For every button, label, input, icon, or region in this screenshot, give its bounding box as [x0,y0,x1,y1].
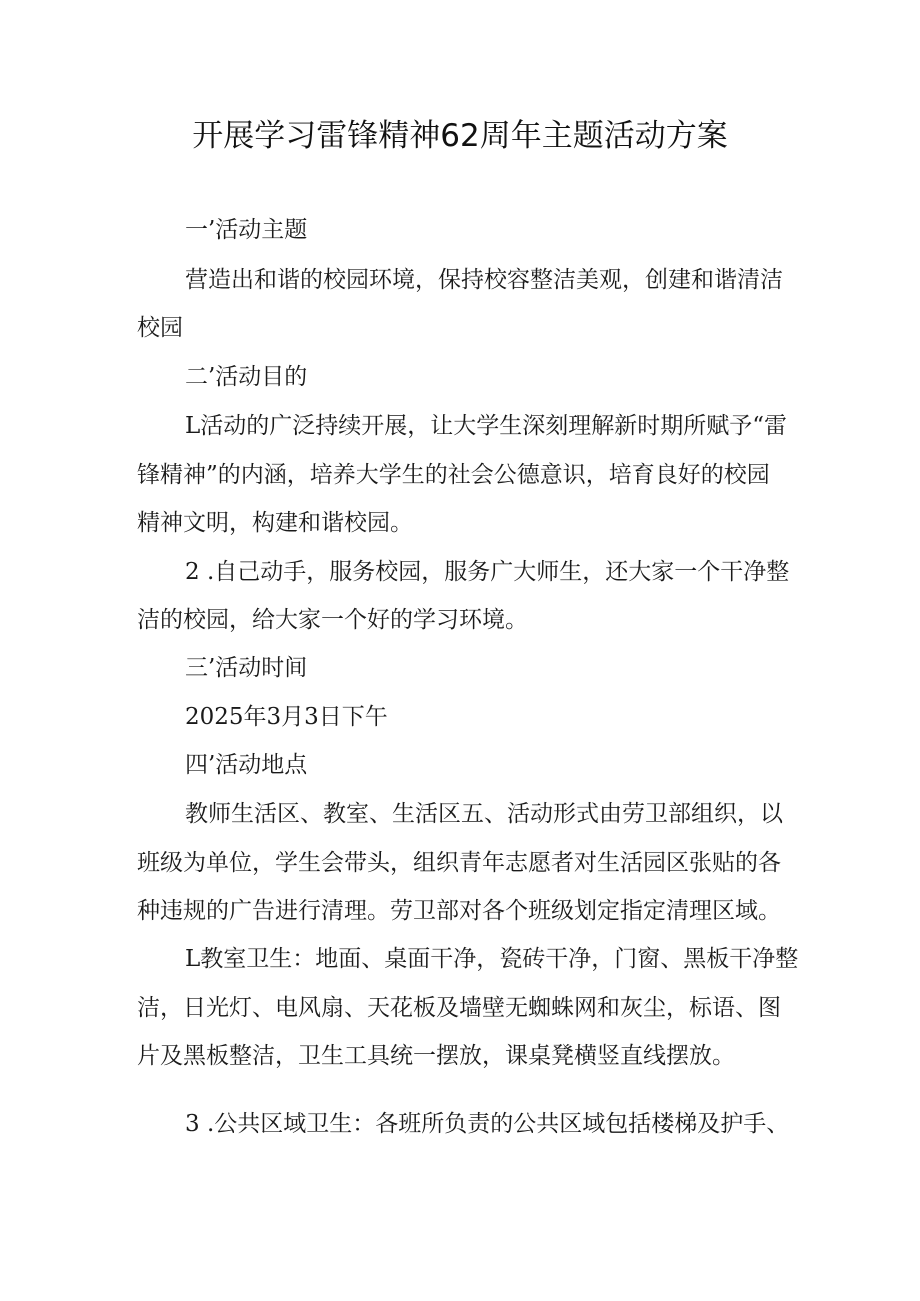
paragraph-line: 班级为单位，学生会带头，组织青年志愿者对生活园区张贴的各 [137,850,781,876]
page-title: 开展学习雷锋精神62周年主题活动方案 [192,118,728,154]
paragraph-line: 2 .自己动手，服务校园，服务广大师生，还大家一个干净整 [185,559,790,585]
paragraph-line: L教室卫生：地面、桌面干净，瓷砖干净，门窗、黑板干净整 [185,946,799,972]
paragraph-line: 教师生活区、教室、生活区五、活动形式由劳卫部组织，以 [185,801,783,827]
section-heading-location: 四’活动地点 [185,752,308,778]
paragraph-line: 2025年3月3日下午 [185,704,388,730]
paragraph-line: 洁的校园，给大家一个好的学习环境。 [137,607,528,633]
paragraph-line: 3 .公共区域卫生：各班所负责的公共区域包括楼梯及护手、 [185,1111,790,1137]
paragraph-line: 锋精神”的内涵，培养大学生的社会公德意识，培育良好的校园 [137,462,770,488]
section-heading-time: 三’活动时间 [185,655,308,681]
paragraph-line: 校园 [137,315,183,341]
paragraph-line: 营造出和谐的校园环境，保持校容整洁美观，创建和谐清洁 [185,267,783,293]
section-heading-purpose: 二’活动目的 [185,364,308,390]
paragraph-line: 种违规的广告进行清理。劳卫部对各个班级划定指定清理区域。 [137,898,781,924]
paragraph-line: L活动的广泛持续开展，让大学生深刻理解新时期所赋予“雷 [185,413,788,439]
paragraph-line: 精神文明，构建和谐校园。 [137,510,413,536]
section-heading-theme: 一’活动主题 [185,217,308,243]
paragraph-line: 片及黑板整洁，卫生工具统一摆放，课桌凳横竖直线摆放。 [137,1043,735,1069]
paragraph-line: 洁，日光灯、电风扇、天花板及墙壁无蜘蛛网和灰尘，标语、图 [137,995,781,1021]
